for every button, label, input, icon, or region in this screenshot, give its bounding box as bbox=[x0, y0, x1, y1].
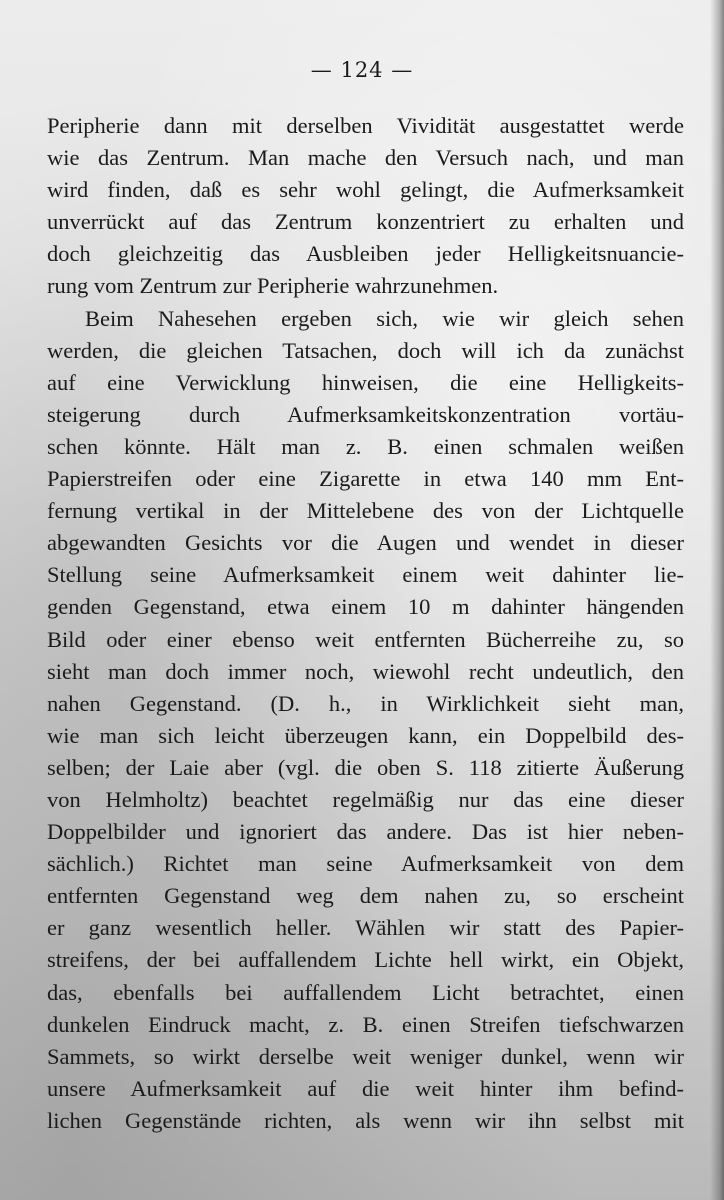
text-line: nahen Gegenstand. (D. h., in Wirklichkeit sieht man, bbox=[47, 690, 684, 716]
text-line: Bild oder einer ebenso weit entfernten Bücherreihe zu, so bbox=[47, 626, 684, 652]
text-line: wie das Zentrum. Man mache den Versuch nach, und man bbox=[47, 145, 684, 171]
text-line: Stellung seine Aufmerksamkeit einem weit dahinter lie- bbox=[47, 562, 684, 588]
text-line: sieht man doch immer noch, wiewohl recht undeutlich, den bbox=[47, 658, 684, 684]
text-line: dunkelen Eindruck macht, z. B. einen Streifen tiefschwarzen bbox=[47, 1011, 684, 1037]
text-line: steigerung durch Aufmerksamkeitskonzentration vortäu- bbox=[47, 401, 684, 427]
text-line: unsere Aufmerksamkeit auf die weit hinter ihm befind- bbox=[47, 1075, 684, 1101]
text-line: genden Gegenstand, etwa einem 10 m dahinter hängenden bbox=[47, 594, 684, 620]
text-line: Doppelbilder und ignoriert das andere. Das ist hier neben- bbox=[47, 819, 684, 845]
text-line: sächlich.) Richtet man seine Aufmerksamkeit von dem bbox=[47, 851, 684, 877]
text-line: das, ebenfalls bei auffallendem Licht betrachtet, einen bbox=[47, 979, 684, 1005]
page-number: — 124 — bbox=[310, 58, 414, 82]
text-line: rung vom Zentrum zur Peripherie wahrzunehmen. bbox=[47, 273, 499, 299]
page-edge-shadow bbox=[710, 0, 724, 1200]
text-line: selben; der Laie aber (vgl. die oben S. 118 zitierte Äußerung bbox=[47, 754, 684, 780]
text-line: wird finden, daß es sehr wohl gelingt, die Aufmerksamkeit bbox=[47, 177, 684, 203]
text-line: fernung vertikal in der Mittelebene des von der Lichtquelle bbox=[47, 498, 684, 524]
body-text bbox=[47, 110, 684, 1137]
text-line: abgewandten Gesichts vor die Augen und wendet in dieser bbox=[47, 530, 684, 556]
text-line: entfernten Gegenstand weg dem nahen zu, so erscheint bbox=[47, 883, 684, 909]
text-line: Sammets, so wirkt derselbe weit weniger dunkel, wenn wir bbox=[47, 1043, 684, 1069]
text-line: streifens, der bei auffallendem Lichte hell wirkt, ein Objekt, bbox=[47, 947, 684, 973]
text-line: Papierstreifen oder eine Zigarette in etwa 140 mm Ent- bbox=[47, 466, 684, 492]
text-line: Beim Nahesehen ergeben sich, wie wir gleich sehen bbox=[85, 305, 684, 331]
text-line: von Helmholtz) beachtet regelmäßig nur das eine dieser bbox=[47, 786, 684, 812]
text-line: er ganz wesentlich heller. Wählen wir statt des Papier- bbox=[47, 915, 684, 941]
text-line: doch gleichzeitig das Ausbleiben jeder Helligkeitsnuancie- bbox=[47, 241, 684, 267]
text-line: Peripherie dann mit derselben Vividität ausgestattet werde bbox=[47, 113, 684, 138]
text-line: lichen Gegenstände richten, als wenn wir ihn selbst mit bbox=[47, 1107, 684, 1133]
text-line: auf eine Verwicklung hinweisen, die eine Helligkeits- bbox=[47, 369, 684, 395]
text-line: unverrückt auf das Zentrum konzentriert zu erhalten und bbox=[47, 209, 684, 235]
text-line: schen könnte. Hält man z. B. einen schmalen weißen bbox=[47, 433, 684, 459]
text-line: wie man sich leicht überzeugen kann, ein Doppelbild des- bbox=[47, 722, 684, 748]
text-line: werden, die gleichen Tatsachen, doch will ich da zunächst bbox=[47, 337, 684, 363]
